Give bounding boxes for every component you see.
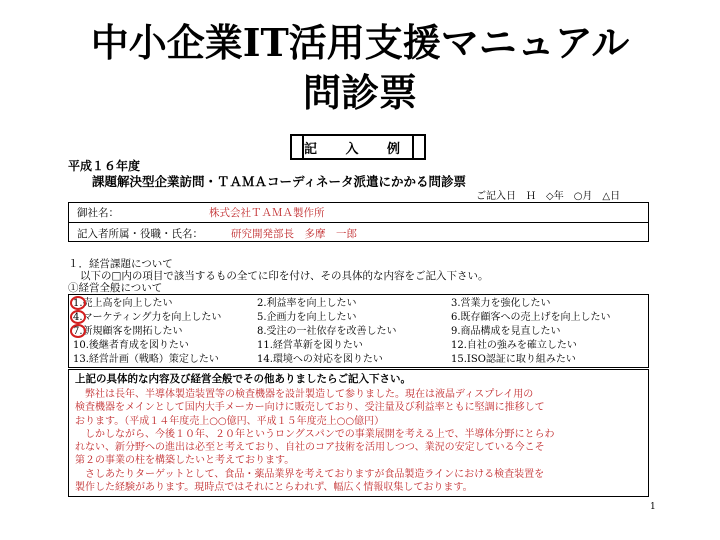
section1-title: １．経営課題について (68, 258, 173, 270)
detail-line: しかしながら、今後１０年、２０年というロングスパンでの事業展開を考える上で、半導体分野にとらわ (75, 428, 555, 440)
red-circle-mark (70, 296, 86, 310)
checklist-item[interactable]: 13.経営計画（戦略）策定したい (73, 354, 219, 365)
section1-sub: ①経営全般について (68, 282, 163, 294)
red-circle-mark (70, 310, 86, 324)
checklist-item[interactable]: 4.マーケティング力を向上したい (73, 312, 222, 323)
checklist-item[interactable]: 12.自社の強みを確立したい (451, 340, 577, 351)
checklist-item[interactable]: 14.環境への対応を図りたい (257, 354, 383, 365)
date-line: ご記入日 Ｈ ◇年 ○月 △日 (476, 191, 621, 202)
detail-line: 製作した経験があります。現時点ではそれにとらわれず、幅広く情報収集しております。 (75, 482, 473, 494)
checklist-item[interactable]: 8.受注の一社依存を改善したい (257, 326, 397, 337)
slide-title: 中小企業IT活用支援マニュアル (90, 20, 630, 65)
company-info-box (68, 202, 649, 242)
red-circle-mark (70, 324, 86, 338)
detail-line: おります。（平成１４年度売上○○億円、平成１５年度売上○○億円） (75, 415, 385, 427)
detail-line: 第２の事業の柱を構築したいと考えております。 (75, 455, 295, 467)
survey-title: 課題解決型企業訪問・ＴＡＭＡコーディネータ派遣にかかる問診票 (92, 174, 467, 189)
detail-heading: 上記の具体的な内容及び経営全般でその他ありましたらご記入下さい。 (75, 373, 411, 385)
checklist-item[interactable]: 10.後継者育成を図りたい (73, 340, 189, 351)
detail-line: 検査機器をメインとして国内大手メーカー向けに販売しており、受注量及び利益率ともに堅調に推移して (75, 402, 545, 414)
detail-box (68, 369, 649, 497)
section1-instruction: 以下の□内の項目で該当するもの全てに印を付け、その具体的な内容をご記入下さい。 (80, 270, 489, 282)
checklist-item[interactable]: 5.企画力を向上したい (257, 312, 357, 323)
page-number: 1 (650, 502, 656, 512)
checklist-item[interactable]: 9.商品構成を見直したい (451, 326, 561, 337)
company-value: 株式会社ＴＡＭＡ製作所 (209, 207, 325, 219)
checklist-item[interactable]: 1.売上高を向上したい (73, 298, 173, 309)
checklist-item[interactable]: 2.利益率を向上したい (257, 298, 357, 309)
writer-value: 研究開発部長 多摩 一郎 (231, 227, 357, 240)
detail-line: れない、新分野への進出は必至と考えており、自社のコア技術を活用しつつ、業況の安定している今こそ (75, 442, 545, 454)
company-label: 御社名： (77, 207, 119, 219)
checklist-item[interactable]: 3.営業力を強化したい (451, 298, 551, 309)
checklist-item[interactable]: 15.ISO認証に取り組みたい (451, 354, 576, 365)
checklist-item[interactable]: 7.新規顧客を開拓したい (73, 326, 183, 337)
writer-row (69, 223, 648, 243)
slide-subtitle: 問診票 (302, 70, 417, 115)
company-row (69, 203, 648, 223)
writer-label: 記入者所属・役職・氏名： (77, 227, 203, 240)
checklist-table (68, 294, 649, 368)
checklist-item[interactable]: 6.既存顧客への売上げを向上したい (451, 312, 611, 323)
detail-line: さしあたりターゲットとして、食品・薬品業界を考えておりますが食品製造ラインにおける検査装置を (75, 468, 545, 480)
checklist-item[interactable]: 11.経営革新を図りたい (257, 340, 363, 351)
example-label-box (290, 134, 426, 160)
detail-line: 弊社は長年、半導体製造装置等の検査機器を設計製造して参りました。現在は液晶ディスプレイ用の (75, 389, 534, 400)
year-heading: 平成１６年度 (68, 159, 141, 173)
detail-body (75, 388, 642, 494)
example-label: 記 入 例 (303, 141, 413, 157)
